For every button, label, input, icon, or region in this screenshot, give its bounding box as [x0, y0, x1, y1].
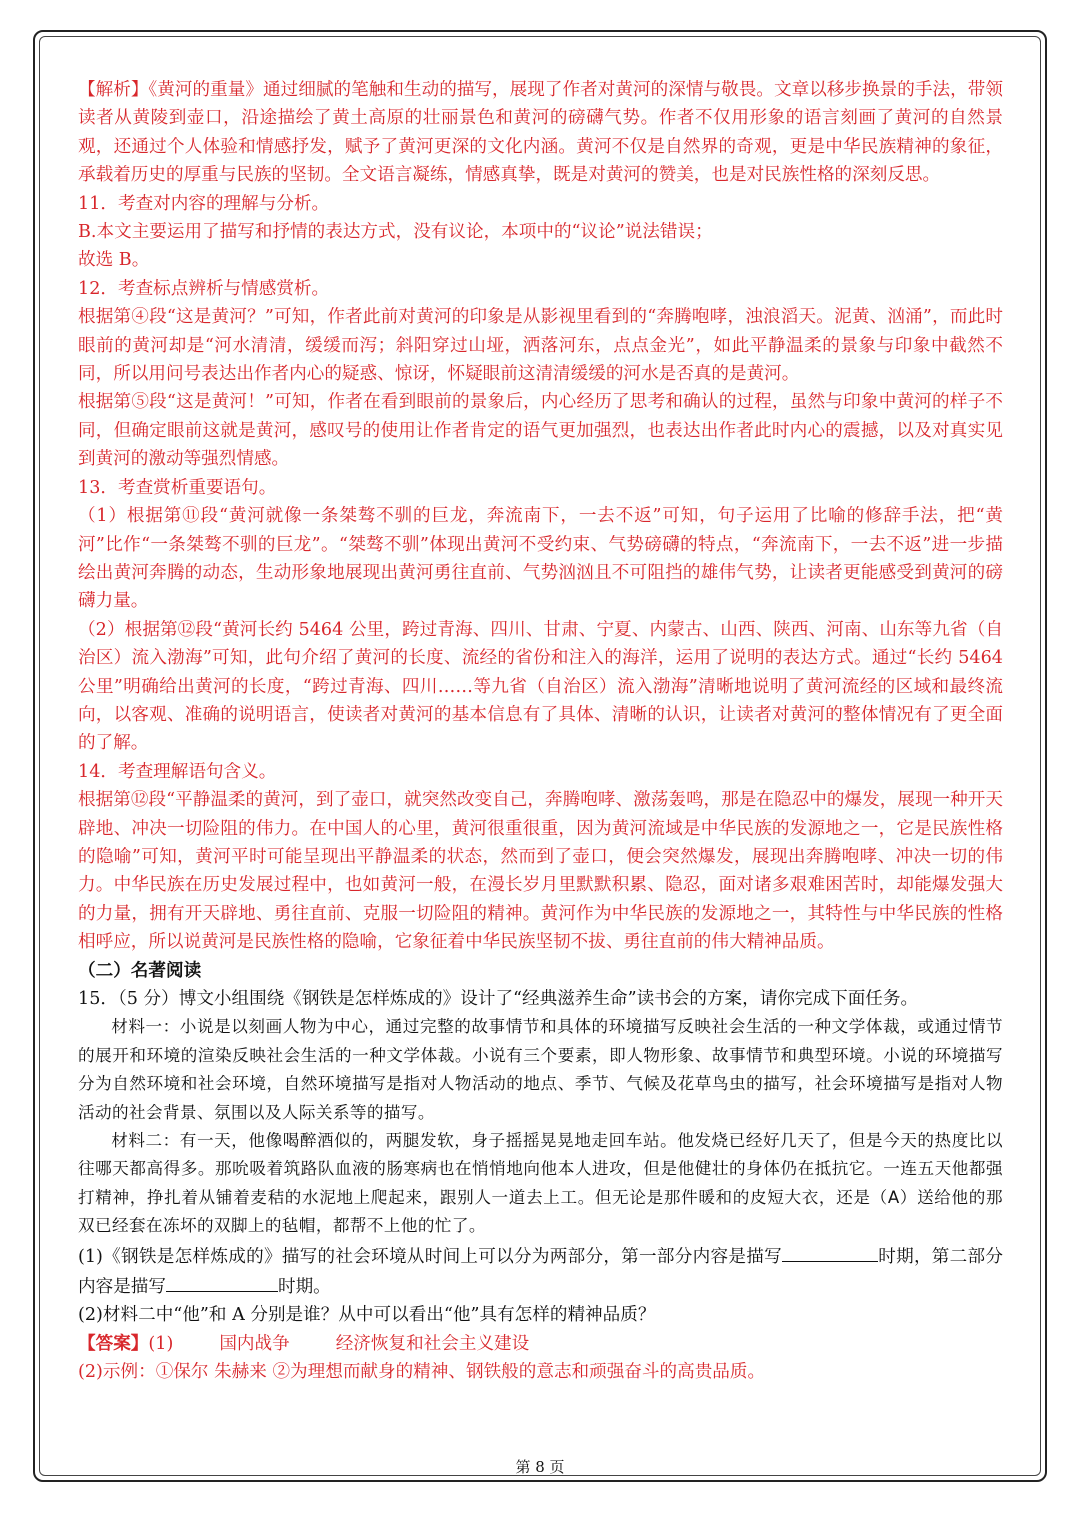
q13-paragraph-2: （2）根据第⑫段“黄河长约 5464 公里，跨过青海、四川、甘肃、宁夏、内蒙古、山西、陕西、河南、山东等九省（自治区）流入渤海”可知，此句介绍了黄河的长度、流经的省份和注入的海洋，运用了说明的表达方式。通过“长约 5464 公里”明确给出黄河的长度，“跨过青海、四川……等九省（自治区）流入渤海”清晰地说明了黄河流经的区域和最终流向，以客观、准确的说明语言，使读者对黄河的基本信息有了具体、清晰的认识，让读者对黄河的整体情况有了更全面的了解。 — [78, 619, 1003, 754]
analysis-text: 《黄河的重量》通过细腻的笔触和生动的描写，展现了作者对黄河的深情与敬畏。文章以移步换景的手法，带领读者从黄陵到壶口，沿途描绘了黄土高原的壮丽景色和黄河的磅礴气势。作者不仅用形象的语言刻画了黄河的自然景观，还通过个人体验和情感抒发，赋予了黄河更深的文化内涵。黄河不仅是自然界的奇观，更是中华民族精神的象征，承载着历史的厚重与民族的坚韧。全文语言凝练，情感真挚，既是对黄河的赞美，也是对民族性格的深刻反思。 — [78, 80, 1003, 186]
q15-sub1-text-c: 时期。 — [277, 1277, 331, 1298]
q12-paragraph-2: 根据第⑤段“这是黄河！”可知，作者在看到眼前的景象后，内心经历了思考和确认的过程，虽然与印象中黄河的样子不同，但确定眼前这就是黄河，感叹号的使用让作者肯定的语气更加强烈，也表达出作者此时内心的震撼，以及对真实见到黄河的激动等强烈情感。 — [78, 392, 1003, 470]
q15-material-1: 材料一：小说是以刻画人物为中心，通过完整的故事情节和具体的环境描写反映社会生活的一种文学体裁，或通过情节的展开和环境的渲染反映社会生活的一种文学体裁。小说有三个要素，即人物形象、故事情节和典型环境。小说的环境描写分为自然环境和社会环境，自然环境描写是指对人物活动的地点、季节、气候及花草鸟虫的描写，社会环境描写是指对人物活动的社会背景、氛围以及人际关系等的描写。 — [78, 1017, 1003, 1122]
document-body — [78, 76, 1003, 1387]
answer-1b: 经济恢复和社会主义建设 — [335, 1333, 530, 1354]
q12-paragraph-1: 根据第④段“这是黄河？”可知，作者此前对黄河的印象是从影视里看到的“奔腾咆哮，浊浪滔天。泥黄、汹涌”，而此时眼前的黄河却是“河水清清，缓缓而泻；斜阳穿过山垭，洒落河东，点点金光”，如此平静温柔的景象与印象中截然不同，所以用问号表达出作者内心的疑惑、惊讶，怀疑眼前这清清缓缓的河水是否真的是黄河。 — [78, 307, 1003, 385]
answer-tag: 【答案】 — [78, 1332, 149, 1354]
page-number: 第 8 页 — [515, 1458, 565, 1476]
q15-sub1-text-a: (1)《钢铁是怎样炼成的》描写的社会环境从时间上可以分为两部分，第一部分内容是描写 — [78, 1246, 782, 1267]
q13-paragraph-1: （1）根据第⑪段“黄河就像一条桀骜不驯的巨龙，奔流南下，一去不返”可知，句子运用了比喻的修辞手法，把“黄河”比作“一条桀骜不驯的巨龙”。“桀骜不驯”体现出黄河不受约束、气势磅礴的特点，“奔流南下，一去不返”进一步描绘出黄河奔腾的动态，生动形象地展现出黄河勇往直前、气势汹汹且不可阻挡的雄伟气势，让读者更能感受到黄河的磅礴力量。 — [78, 506, 1003, 612]
section-heading-classics: （二）名著阅读 — [78, 959, 202, 981]
q14-heading: 14．考查理解语句含义。 — [78, 761, 277, 782]
q15-answer-2: (2)示例：①保尔 朱赫来 ②为理想而献身的精神、钢铁般的意志和顽强奋斗的高贵品质。 — [78, 1362, 766, 1383]
q15-heading: 15．（5 分）博文小组围绕《钢铁是怎样炼成的》设计了“经典滋养生命”读书会的方案，请你完成下面任务。 — [78, 989, 919, 1009]
answer-1-number: (1) — [148, 1333, 174, 1354]
fill-blank-2[interactable] — [166, 1271, 278, 1292]
q15-sub-question-2: (2)材料二中“他”和 A 分别是谁？从中可以看出“他”具有怎样的精神品质？ — [78, 1305, 656, 1326]
q15-answer-1 — [78, 1330, 1003, 1358]
fill-blank-1[interactable] — [782, 1241, 878, 1262]
q11-line1: B.本文主要运用了描写和抒情的表达方式，没有议论，本项中的“议论”说法错误； — [78, 222, 713, 243]
q15-sub1-text-b: 时期，第二部分内容是描写 — [78, 1246, 1003, 1298]
q15-material-2: 材料二：有一天，他像喝醉酒似的，两腿发软，身子摇摇晃晃地走回车站。他发烧已经好几天了，但是今天的热度比以往哪天都高得多。那吮吸着筑路队血液的肠寒病也在悄悄地向他本人进攻，但是他健壮的身体仍在抵抗它。一连五天他都强打精神，挣扎着从铺着麦秸的水泥地上爬起来，跟别人一道去上工。但无论是那件暖和的皮短大衣，还是（A）送给他的那双已经套在冻坏的双脚上的毡帽，都帮不上他的忙了。 — [78, 1131, 1003, 1236]
q12-heading: 12．考查标点辨析与情感赏析。 — [78, 278, 330, 299]
answer-1a: 国内战争 — [219, 1333, 290, 1354]
q11-line2: 故选 B。 — [78, 250, 150, 271]
q15-sub-question-1 — [78, 1241, 1003, 1302]
q11-heading: 11．考查对内容的理解与分析。 — [78, 193, 330, 214]
q13-heading: 13．考查赏析重要语句。 — [78, 477, 277, 498]
analysis-paragraph — [78, 76, 1003, 190]
q14-paragraph-1: 根据第⑫段“平静温柔的黄河，到了壶口，就突然改变自己，奔腾咆哮、激荡轰鸣，那是在隐忍中的爆发，展现一种开天辟地、冲决一切险阻的伟力。在中国人的心里，黄河很重很重，因为黄河流域是中华民族的发源地之一，它是民族性格的隐喻”可知，黄河平时可能呈现出平静温柔的状态，然而到了壶口，便会突然爆发，展现出奔腾咆哮、冲决一切的伟力。中华民族在历史发展过程中，也如黄河一般，在漫长岁月里默默积累、隐忍，面对诸多艰难困苦时，却能爆发强大的力量，拥有开天辟地、勇往直前、克服一切险阻的精神。黄河作为中华民族的发源地之一，其特性与中华民族的性格相呼应，所以说黄河是民族性格的隐喻，它象征着中华民族坚韧不拔、勇往直前的伟大精神品质。 — [78, 790, 1003, 953]
analysis-tag: 【解析】 — [78, 80, 149, 100]
